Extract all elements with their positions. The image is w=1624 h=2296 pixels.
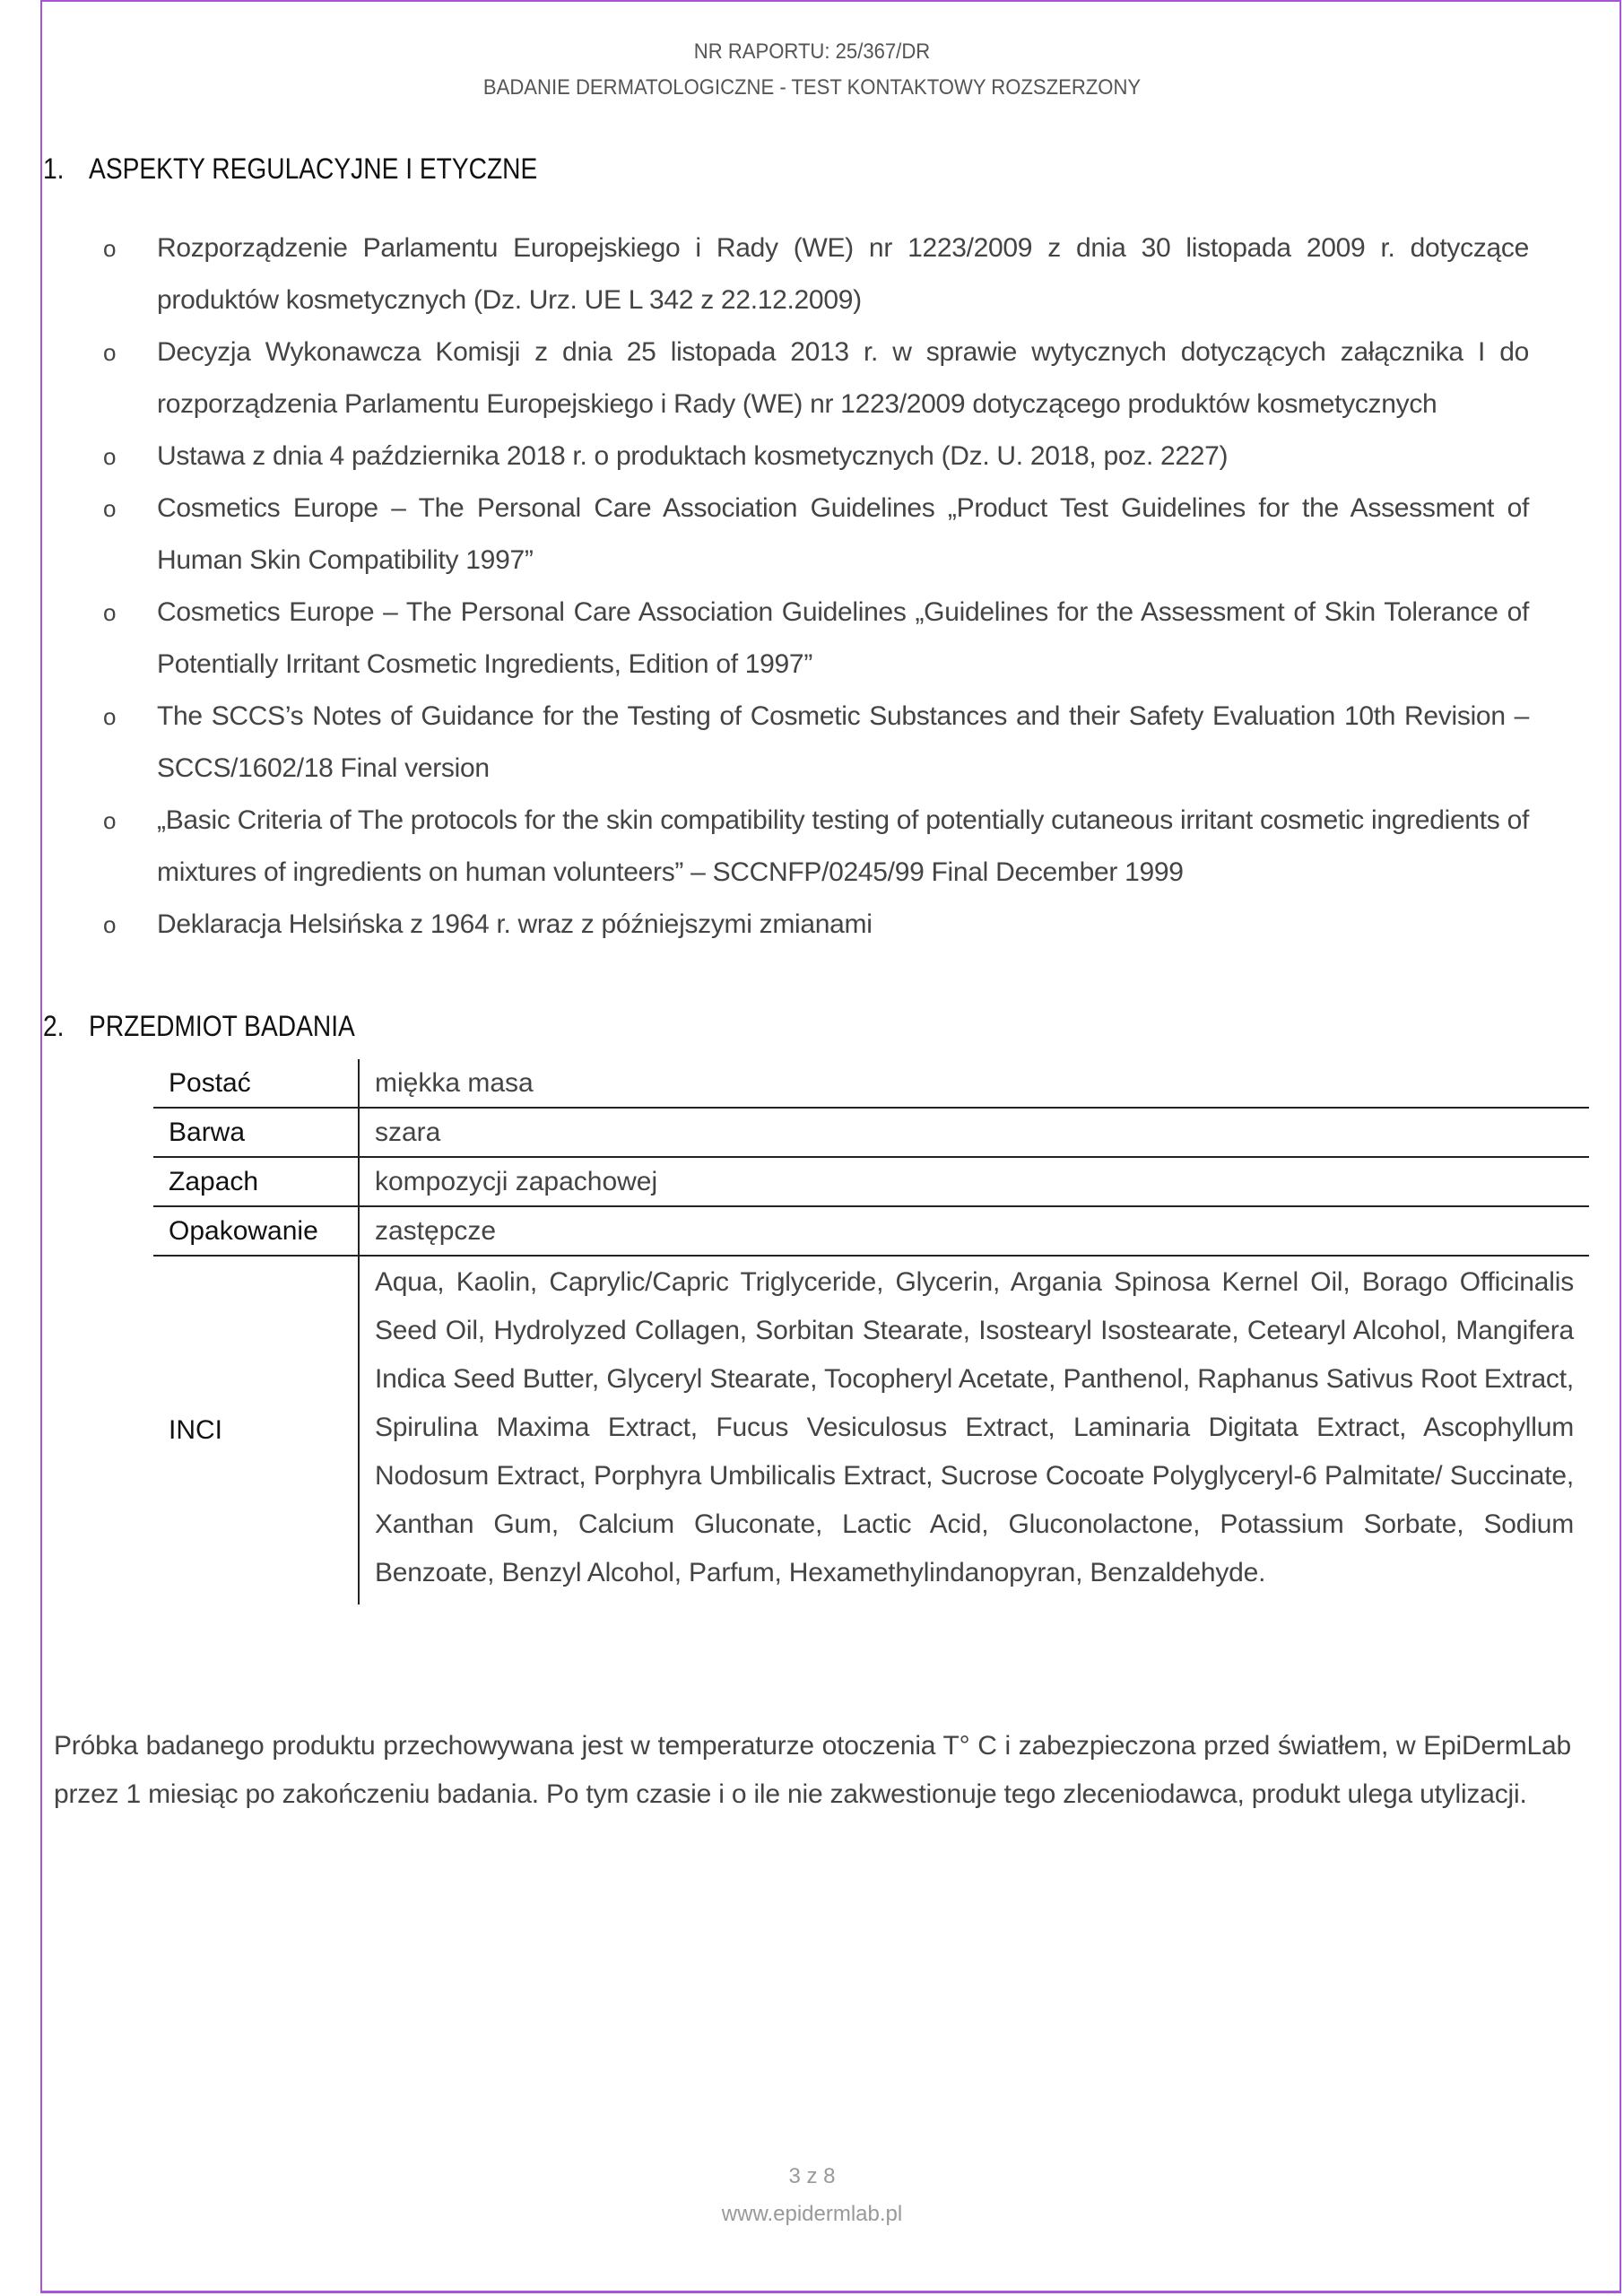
list-item (103, 326, 1529, 430)
table-row (153, 1157, 1589, 1206)
page-header (0, 34, 1624, 106)
section-2-heading (43, 1010, 355, 1043)
property-label: INCI (153, 1256, 359, 1605)
property-value: kompozycji zapachowej (359, 1157, 1589, 1206)
bullet-circle-icon: o (103, 911, 117, 938)
list-item-text: Cosmetics Europe – The Personal Care Association Guidelines „Guidelines for the Assessment of Skin Tolerance of Potentially Irritant Cosmetic Ingredients, Edition of 1997” (157, 597, 1529, 679)
section-1-number: 1. (43, 152, 65, 185)
property-label: Barwa (153, 1108, 359, 1157)
page-number: 3 z 8 (788, 2164, 836, 2188)
table-row-inci (153, 1256, 1589, 1605)
bullet-circle-icon: o (103, 495, 117, 522)
list-item (103, 899, 1529, 951)
report-number: NR RAPORTU: 25/367/DR (693, 39, 931, 64)
property-label: Postać (153, 1059, 359, 1108)
section-2-title: PRZEDMIOT BADANIA (89, 1010, 355, 1042)
property-value: szara (359, 1108, 1589, 1157)
property-label: Zapach (153, 1157, 359, 1206)
section-1-heading (43, 152, 537, 186)
list-item (103, 430, 1529, 483)
list-item (103, 483, 1529, 587)
bullet-circle-icon: o (103, 599, 117, 626)
list-item-text: The SCCS’s Notes of Guidance for the Testing of Cosmetic Substances and their Safety Evaluation 10th Revision – SCCS/1602/18 Final version (157, 701, 1529, 783)
list-item-text: Deklaracja Helsińska z 1964 r. wraz z późniejszymi zmianami (157, 909, 873, 939)
bullet-circle-icon: o (103, 807, 117, 834)
page-footer (0, 2158, 1624, 2233)
list-item-text: Cosmetics Europe – The Personal Care Association Guidelines „Product Test Guidelines for the Assessment of Human Skin Compatibility 1997” (157, 493, 1529, 575)
list-item (103, 795, 1529, 899)
table-row (153, 1206, 1589, 1256)
bullet-circle-icon: o (103, 235, 117, 262)
inci-ingredients: Aqua, Kaolin, Caprylic/Capric Triglyceride, Glycerin, Argania Spinosa Kernel Oil, Borago Officinalis Seed Oil, Hydrolyzed Collagen, Sorbitan Stearate, Isostearyl Isostearate, Cetearyl Alcohol, Mangifera Indica Seed Butter, Glyceryl Stearate, Tocopheryl Acetate, Panthenol, Raphanus Sativus Root Extract, Spirulina Maxima Extract, Fucus Vesiculosus Extract, Laminaria Digitata Extract, Ascophyllum Nodosum Extract, Porphyra Umbilicalis Extract, Sucrose Cocoate Polyglyceryl-6 Palmitate/ Succinate, Xanthan Gum, Calcium Gluconate, Lactic Acid, Gluconolactone, Potassium Sorbate, Sodium Benzoate, Benzyl Alcohol, Parfum, Hexamethylindanopyran, Benzaldehyde. (375, 1267, 1574, 1587)
list-item-text: Rozporządzenie Parlamentu Europejskiego i Rady (WE) nr 1223/2009 z dnia 30 listopada 2009 r. dotyczące produktów kosmetycznych (Dz. Urz. UE L 342 z 22.12.2009) (157, 233, 1529, 315)
list-item (103, 691, 1529, 795)
list-item-text: Ustawa z dnia 4 października 2018 r. o produktach kosmetycznych (Dz. U. 2018, poz. 2227) (157, 441, 1229, 471)
storage-note: Próbka badanego produktu przechowywana jest w temperaturze otoczenia T° C i zabezpieczona przed światłem, w EpiDermLab przez 1 miesiąc po zakończeniu badania. Po tym czasie i o ile nie zakwestionuje tego zleceniodawca, produkt ulega utylizacji. (54, 1731, 1571, 1809)
section-1-title: ASPEKTY REGULACYJNE I ETYCZNE (89, 152, 538, 185)
section-2-number: 2. (43, 1010, 65, 1042)
property-value: miękka masa (359, 1059, 1589, 1108)
product-properties-table (153, 1059, 1589, 1605)
table-row (153, 1059, 1589, 1108)
bullet-circle-icon: o (103, 443, 117, 470)
bullet-circle-icon: o (103, 339, 117, 366)
property-value: zastępcze (359, 1206, 1589, 1256)
bullet-circle-icon: o (103, 703, 117, 730)
report-title: BADANIE DERMATOLOGICZNE - TEST KONTAKTOWY ROZSZERZONY (482, 75, 1142, 100)
table-row (153, 1108, 1589, 1157)
list-item-text: Decyzja Wykonawcza Komisji z dnia 25 listopada 2013 r. w sprawie wytycznych dotyczących załącznika I do rozporządzenia Parlamentu Europejskiego i Rady (WE) nr 1223/2009 dotyczącego produktów kosmetycznych (157, 337, 1529, 419)
list-item (103, 587, 1529, 691)
regulations-list (103, 222, 1529, 951)
list-item-text: „Basic Criteria of The protocols for the skin compatibility testing of potentially cutaneous irritant cosmetic ingredients of mixtures of ingredients on human volunteers” – SCCNFP/0245/99 Final December 1999 (157, 805, 1529, 887)
property-label: Opakowanie (153, 1206, 359, 1256)
list-item (103, 222, 1529, 326)
website-link[interactable]: www.epidermlab.pl (721, 2202, 903, 2226)
